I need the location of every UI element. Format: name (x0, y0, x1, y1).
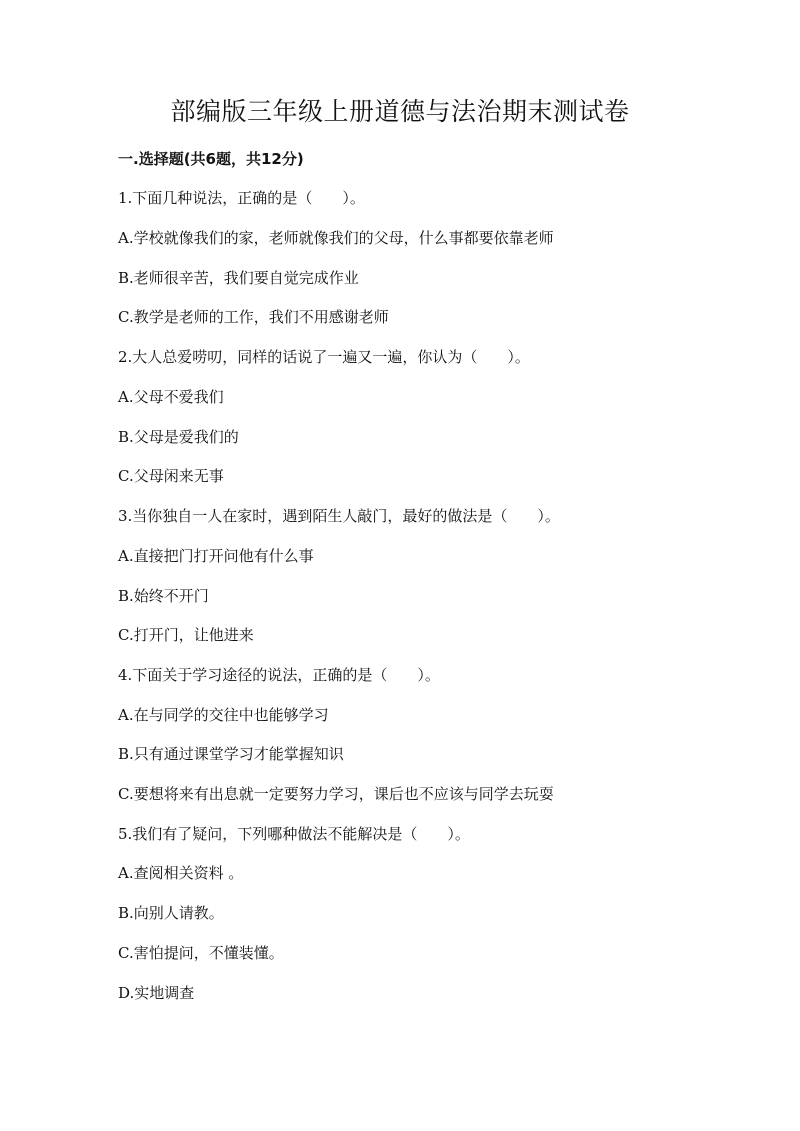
question-5: 5.我们有了疑问，下列哪种做法不能解决是（ ）。 (118, 825, 470, 843)
question-3-option-b: B.始终不开门 (118, 587, 209, 605)
question-5-option-b: B.向别人请教。 (118, 904, 224, 922)
question-3: 3.当你独自一人在家时，遇到陌生人敲门，最好的做法是（ ）。 (118, 507, 560, 525)
section-heading: 一.选择题(共6题，共12分) (118, 150, 304, 168)
question-5-option-a: A.查阅相关资料 。 (118, 864, 244, 882)
question-1: 1.下面几种说法，正确的是（ ）。 (118, 189, 365, 207)
question-1-option-b: B.老师很辛苦，我们要自觉完成作业 (118, 269, 359, 287)
page-title: 部编版三年级上册道德与法治期末测试卷 (170, 97, 630, 126)
question-2-option-a: A.父母不爱我们 (118, 388, 224, 406)
question-4-option-a: A.在与同学的交往中也能够学习 (118, 706, 329, 724)
question-3-option-a: A.直接把门打开问他有什么事 (118, 547, 314, 565)
question-2-option-b: B.父母是爱我们的 (118, 428, 239, 446)
question-5-option-c: C.害怕提问，不懂装懂。 (118, 944, 284, 962)
question-4: 4.下面关于学习途径的说法，正确的是（ ）。 (118, 666, 440, 684)
question-3-option-c: C.打开门，让他进来 (118, 626, 254, 644)
question-4-option-c: C.要想将来有出息就一定要努力学习，课后也不应该与同学去玩耍 (118, 785, 554, 803)
question-5-option-d: D.实地调查 (118, 984, 195, 1002)
question-2: 2.大人总爱唠叨，同样的话说了一遍又一遍，你认为（ ）。 (118, 348, 530, 366)
question-1-option-c: C.教学是老师的工作，我们不用感谢老师 (118, 308, 389, 326)
question-4-option-b: B.只有通过课堂学习才能掌握知识 (118, 745, 344, 763)
question-1-option-a: A.学校就像我们的家，老师就像我们的父母，什么事都要依靠老师 (118, 229, 554, 247)
question-2-option-c: C.父母闲来无事 (118, 467, 224, 485)
